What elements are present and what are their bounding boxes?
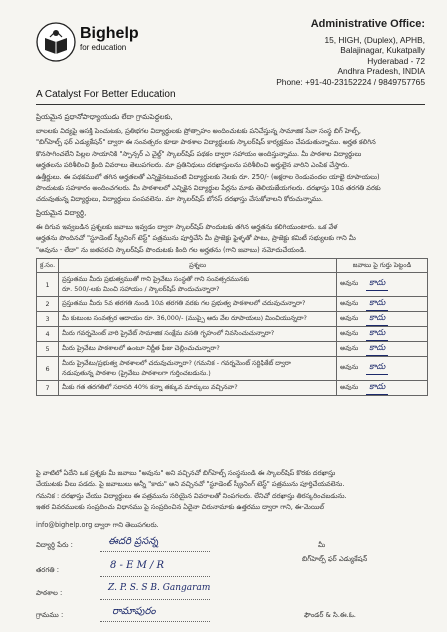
para-line: చేయుటకు వీలు పడదు. పై జవాబులు అన్నీ "కాదు" అని వచ్చినచో "స్టూడెంట్ స్క్రీనింగ్ టెస్ట్" పత్రమును పూర్తిచేయవలెను. — [36, 480, 345, 489]
para-line: "బిగ్‌హెల్ప్ ఫర్ ఎడ్యుకేషన్" ద్వారా ఈ సంవత్సరం కూడా పాఠశాల విద్యార్థులకు స్కాలర్‌షిప్ కార్యక్రమం చేపడుతున్నాము. అర్హత కలిగిన — [36, 138, 376, 147]
answer-yes-option[interactable]: అవును — [340, 328, 359, 337]
answer-no-marked[interactable]: కాదు — [366, 343, 388, 356]
answer-no-marked[interactable]: కాదు — [366, 362, 388, 375]
para-line: పై వాటిలో ఏదేని ఒక ప్రశ్నకు మీ జవాబు "అవును" అని వచ్చినచో బిగ్‌హెల్ప్ సంస్థనుండి ఈ స్కాలర్‌షిప్ కొరకు దరఖాస్తు — [36, 469, 336, 477]
bighelp-logo — [36, 22, 76, 62]
answer-yes-option[interactable]: అవును — [340, 313, 359, 322]
answer-no-marked[interactable]: కాదు — [366, 313, 388, 326]
brand-sub: for education — [80, 43, 127, 52]
para-line: ఉత్తీర్ణులు. ఈ పథకములో తగిన అర్హతలతో ఎన్నికైనటువంటి విద్యార్థులకు నెలకు రూ. 250/- (అక్షరాల రెండువందల యాభై రూపాయలు) — [36, 172, 380, 181]
question-line: రూ. 500/-లకు మించి సహాయం / స్కాలర్‌షిప్ పొందుచున్నారా? — [62, 284, 220, 293]
table-row — [37, 327, 428, 342]
answer-yes-option[interactable]: అవును — [340, 382, 359, 391]
row-number: 5 — [37, 342, 59, 357]
student-name-label: విద్యార్థి పేరు : — [36, 541, 73, 549]
office-line: Hyderabad - 72 — [367, 55, 425, 66]
para-line: కొనసాగించలేని పిల్లల సాయానికి "స్పాన్సర్ ఎ చైల్డ్" స్కాలర్‌షిప్ పథకం ద్వారా సహాయం అందిస్తున్నాము. మీ పాఠశాల విద్యార్థులు — [36, 149, 362, 158]
row-question — [59, 297, 337, 312]
row-number: 4 — [37, 327, 59, 342]
salutation-head: ప్రియమైన ప్రధానోపాధ్యాయుడు లేదా గ్రామపెద్దలకు, — [36, 113, 173, 121]
col-question: ప్రశ్నలు — [59, 259, 337, 273]
answer-no-marked[interactable]: కాదు — [366, 278, 388, 291]
salutation-student: ప్రియమైన విద్యార్థి, — [36, 209, 87, 217]
row-question — [59, 327, 337, 342]
row-answer — [337, 273, 428, 297]
question-line: మీరు ప్రైవేటు పాఠశాలలో ఉంటూ నిర్ణీత ఫీజు చెల్లించుచున్నారా? — [62, 344, 220, 352]
office-phone: Phone: +91-40-23152224 / 9849757765 — [276, 76, 425, 87]
office-address — [276, 18, 425, 87]
screening-table — [36, 258, 428, 396]
header-divider — [36, 104, 425, 105]
question-line: మీరు గవర్నమెంట్ వారి ప్రైవేట్ సామాజిక సంక్షేమ వసతి గృహంలో నివసించుచున్నారా? — [62, 329, 275, 337]
closing-yours: మీ — [318, 541, 326, 549]
table-row — [37, 297, 428, 312]
question-line: ప్రస్తుతము మీరు 5వ తరగతి నుండి 10వ తరగతి వరకు గల ప్రభుత్వ పాఠశాలలో చదువుచున్నారా? — [62, 299, 306, 307]
book-logo-icon — [36, 22, 76, 62]
table-row — [37, 312, 428, 327]
row-answer — [337, 327, 428, 342]
question-line: నడుపుతున్న పాఠశాల (ప్రైవేటు పాఠశాలగా గుర్తించబడును.) — [62, 368, 211, 377]
question-line: ప్రస్తుతము మీరు ప్రభుత్వముతో గాని ప్రైవేటు సంస్థతో గాని సంవత్సరమునకు — [62, 274, 250, 283]
village-line — [100, 621, 210, 622]
para-line: గమనిక : దరఖాస్తు చేయు విద్యార్థులు ఈ పత్రమును సరియైన వివరాలతో నింపగలరు. లేనిచో దరఖాస్తు తిరస్కరించబడును. — [36, 491, 347, 500]
question-line: మీరు ప్రైవేటు/ప్రభుత్వ పాఠశాలలో చదువుచున్నారా? (గమనిక - గవర్నమెంట్ సర్టిఫికేట్ ద్వారా — [62, 358, 291, 367]
instruction-paragraph — [36, 222, 428, 256]
village-field[interactable]: రామాపురం — [112, 606, 156, 617]
table-row — [37, 357, 428, 381]
name-line — [100, 551, 210, 552]
row-number: 2 — [37, 297, 59, 312]
answer-yes-option[interactable]: అవును — [340, 298, 359, 307]
closing-title: ఫౌండర్ & సి.ఈ.ఓ. — [304, 611, 356, 619]
para-line: చదువుతున్న విద్యార్థులు, విద్యార్థులు పంపవలెను. మా స్కాలర్‌షిప్ బోనస్ దరఖాస్తు చేసుకోవాలని కోరుచున్నాము. — [36, 195, 323, 204]
question-line: మీకు గత తరగతిలో సరాసరి 40% కన్నా తక్కువ మార్కులు వచ్చినవా? — [62, 383, 238, 391]
tagline: A Catalyst For Better Education — [36, 89, 176, 100]
row-answer — [337, 357, 428, 381]
para-line: అర్హతలను పరిశీలించి క్రింది వివరాలు తెలుపగలరు. మా ప్రతినిధులు దరఖాస్తులను పరిశీలించి అర్హులైన వారిని ఎంపిక చేస్తారు. — [36, 161, 350, 170]
school-line — [100, 599, 210, 600]
office-line: 15, HIGH, (Duplex), APHB, — [324, 35, 425, 45]
answer-no-marked[interactable]: కాదు — [366, 328, 388, 341]
intro-paragraph — [36, 126, 428, 206]
row-answer — [337, 342, 428, 357]
para-line: అర్హతను పొందినచో "స్టూడెంట్ స్క్రీనింగ్ టెస్ట్" పత్రమును పూర్తిచేసి మీ ప్రాజెక్టు ఫైళ్ళతో పాటు, ప్రాజెక్టు కమిటీ సభ్యులకు గాని మీ — [36, 234, 356, 243]
closing-paragraph — [36, 468, 428, 514]
closing-org: బిగ్‌హెల్ప్ ఫర్ ఎడ్యుకేషన్ — [302, 555, 368, 563]
school-label: పాఠశాల : — [36, 589, 63, 597]
class-line — [100, 576, 210, 577]
brand-name: Bighelp — [80, 25, 139, 42]
brand-block — [80, 26, 139, 52]
question-line: మీ కుటుంబ సంవత్సర ఆదాయం రూ. 36,000/- (ముప్పై ఆరు వేల రూపాయలు) మించియున్నదా? — [62, 314, 307, 322]
para-line: బాలలకు విద్యపై ఆసక్తి పెంచుటకు, ప్రతిభగల విద్యార్థులకు ప్రోత్సాహం అందించుటకు పనిచేస్తున్న సామాజిక సేవా సంస్థ బిగ్ హెల్ప్, — [36, 127, 361, 135]
table-row — [37, 342, 428, 357]
row-number: 7 — [37, 381, 59, 396]
row-answer — [337, 312, 428, 327]
row-question — [59, 312, 337, 327]
answer-yes-option[interactable]: అవును — [340, 343, 359, 352]
village-label: గ్రామము : — [36, 611, 64, 619]
row-answer — [337, 297, 428, 312]
student-name-field[interactable]: ఈదరి ప్రసన్న — [108, 536, 159, 547]
para-line: ఈ దిగువ ఇవ్వబడిన ప్రశ్నలకు జవాబు ఇవ్వడం ద్వారా స్కాలర్‌షిప్ పొందుటకు తగిన అర్హతను కలిగియుంటారు. ఒక వేళ — [36, 223, 338, 231]
class-field[interactable]: 8 - E M / R — [110, 560, 165, 571]
table-row — [37, 381, 428, 396]
answer-yes-option[interactable]: అవును — [340, 363, 359, 371]
answer-no-marked[interactable]: కాదు — [366, 382, 388, 395]
row-number: 1 — [37, 273, 59, 297]
row-number: 6 — [37, 357, 59, 381]
row-question — [59, 381, 337, 396]
row-answer — [337, 381, 428, 396]
school-field[interactable]: Z. P. S. S B. Gangaram — [108, 583, 211, 593]
para-line: పొందుటకు సహకారం అందించగలరు. మీ పాఠశాలలో ఎన్నికైన విద్యార్థుల పేర్లను మాకు తెలియజేయగలరు. దరఖాస్తు 10వ తరగతి వరకు — [36, 184, 381, 193]
row-number: 3 — [37, 312, 59, 327]
table-row — [37, 273, 428, 297]
para-line: "అవును - లేదా" ను జతపరచి స్కాలర్‌షిప్ పొందుటకు కింది గల అర్హతను (గాని జవాబు) నమోదుచేయండి. — [36, 245, 307, 254]
row-question — [59, 273, 337, 297]
answer-no-marked[interactable]: కాదు — [366, 298, 388, 311]
row-question — [59, 357, 337, 381]
contact-email: info@bighelp.org ద్వారా గాని తెలుపగలరు. — [36, 521, 159, 529]
office-title: Administrative Office: — [310, 18, 425, 30]
para-line: ఇతర వివరములకు సంప్రదించు విధానము పై సంప్రదించిన ఏదైనా చిరునామాకు ఉత్తరము ద్వారా గాని, ఈ-మెయిల్ — [36, 503, 325, 512]
col-number: క్ర.సం. — [37, 259, 59, 273]
row-question — [59, 342, 337, 357]
class-label: తరగతి : — [36, 566, 60, 574]
table-header-row — [37, 259, 428, 273]
answer-yes-option[interactable]: అవును — [340, 279, 359, 287]
office-line: Andhra Pradesh, INDIA — [337, 66, 425, 77]
col-answer: జవాబు పై గుర్తు పెట్టండి — [337, 259, 428, 273]
office-line: Balajinagar, Kukatpally — [340, 45, 425, 56]
